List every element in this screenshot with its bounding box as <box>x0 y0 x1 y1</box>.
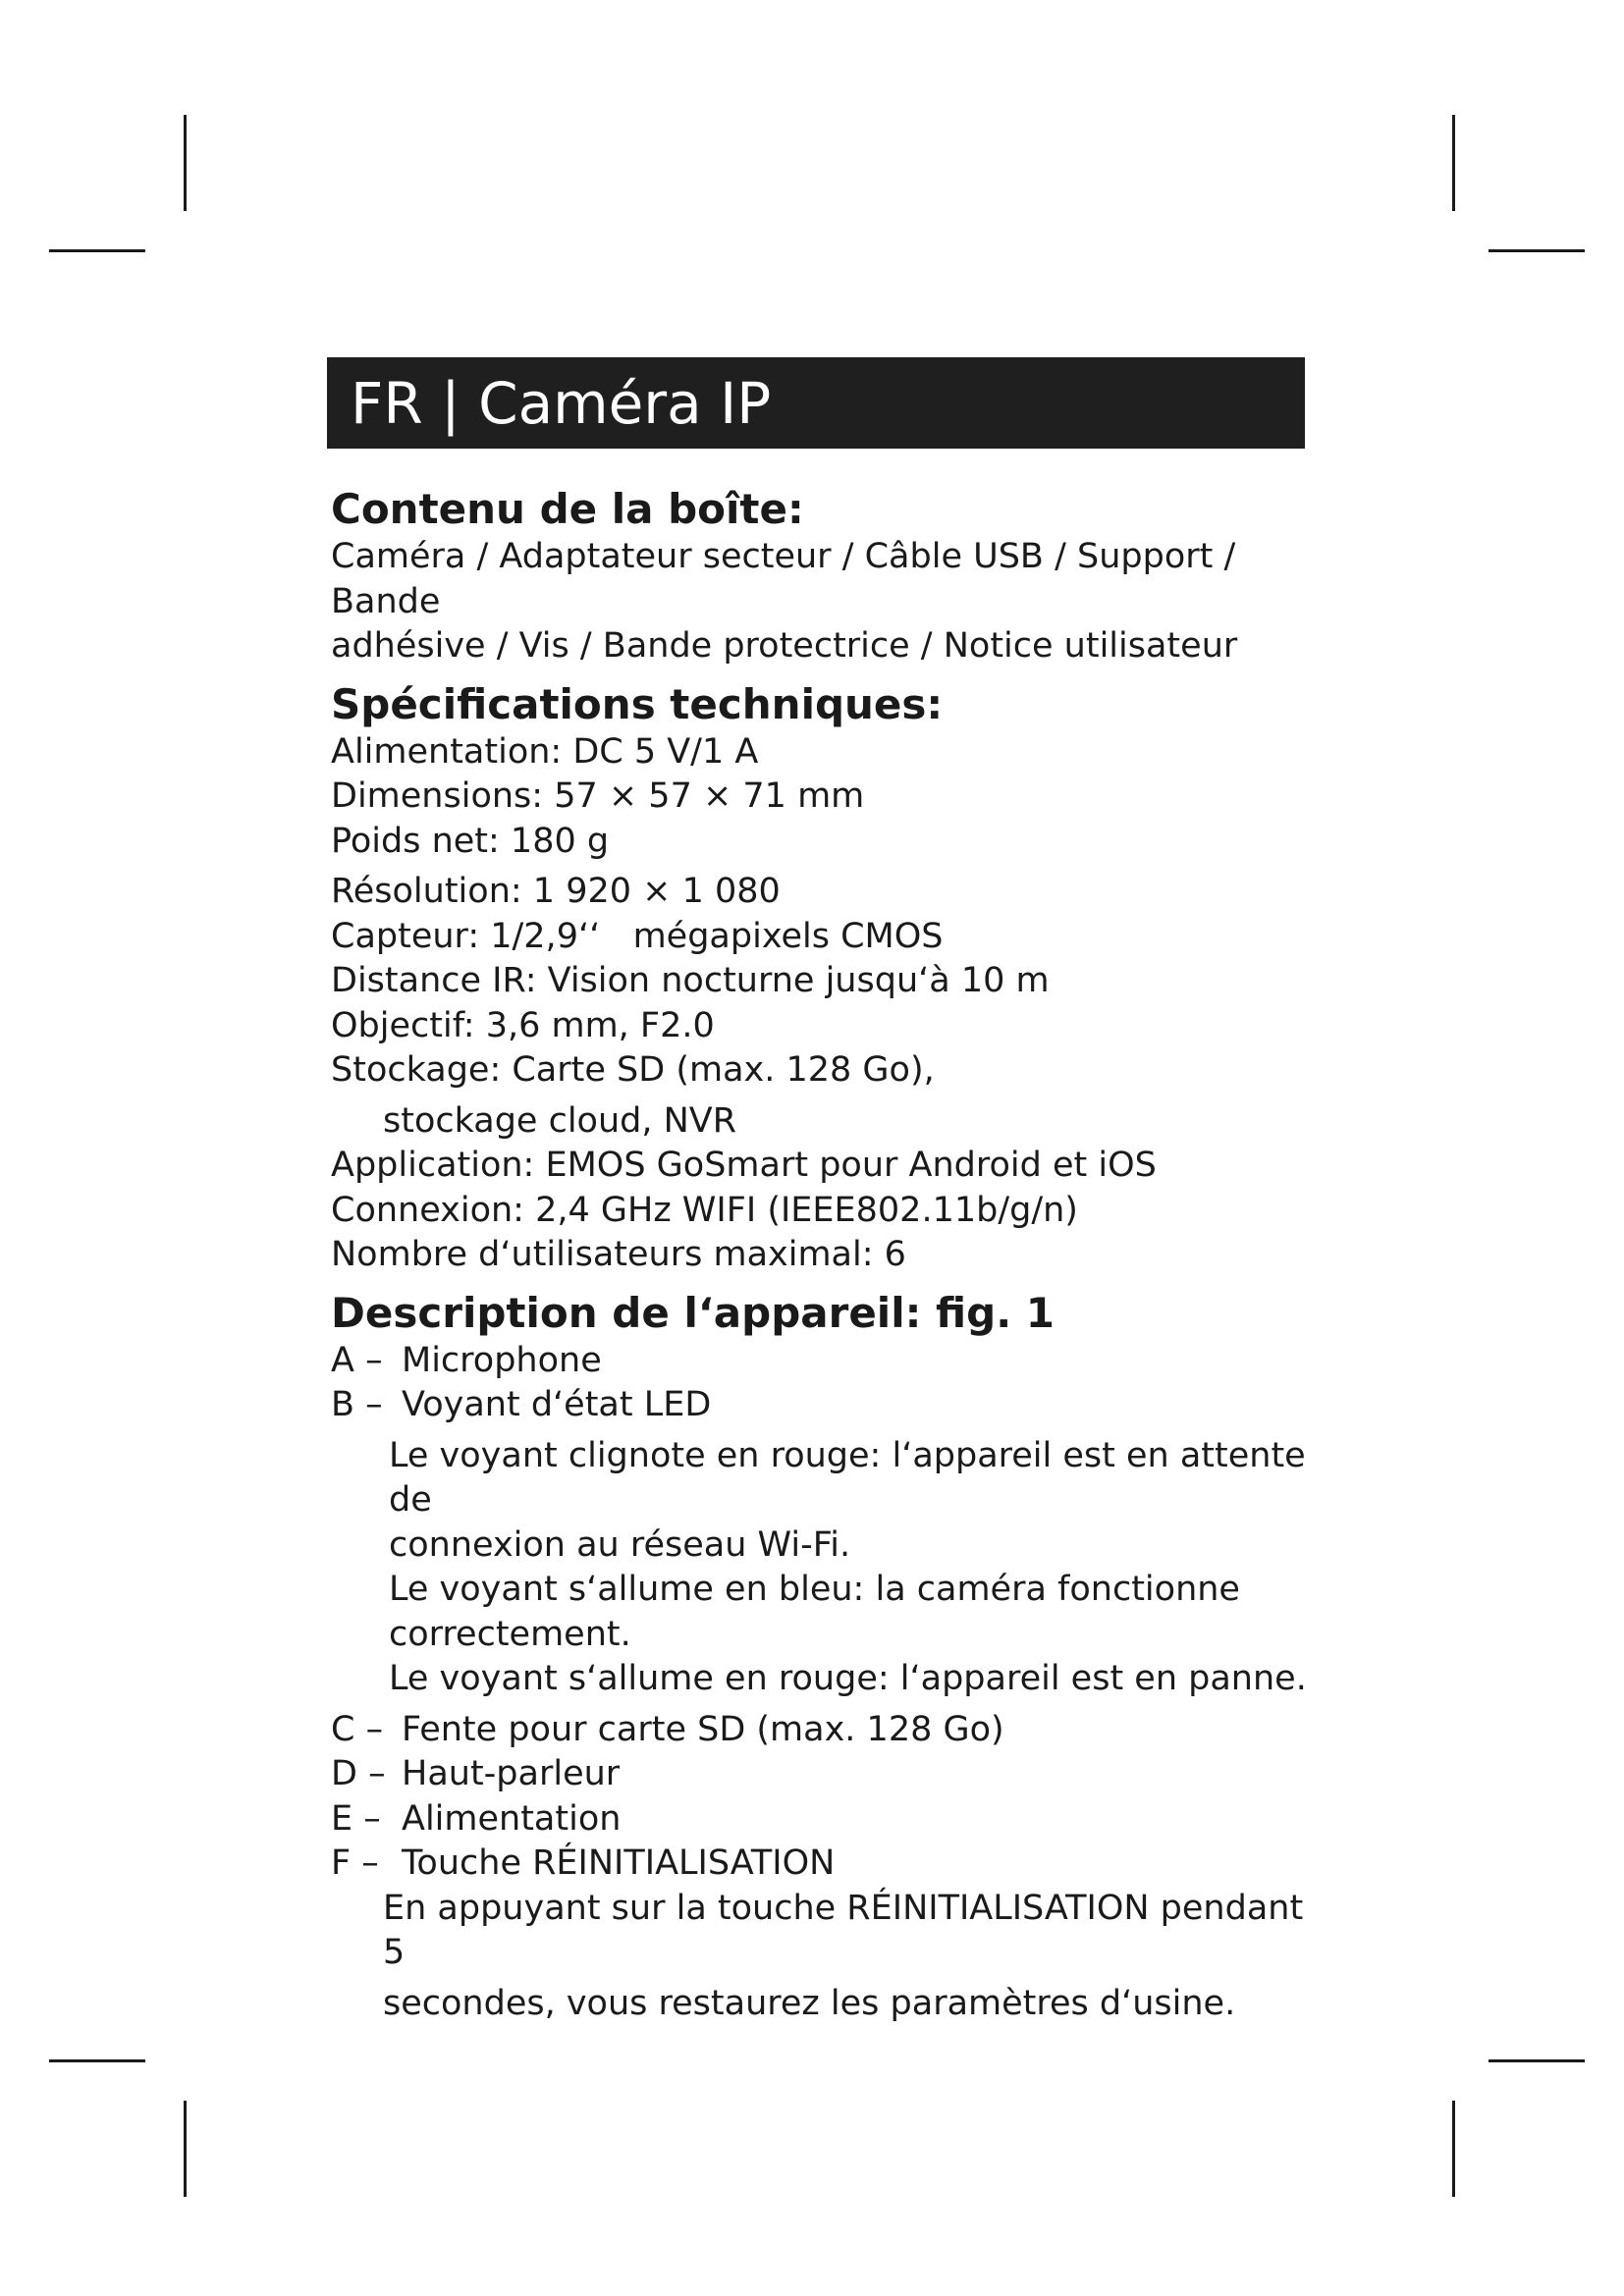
item-letter: F – <box>331 1843 379 1883</box>
crop-mark-top-left-horizontal <box>49 249 145 252</box>
reset-note-line: En appuyant sur la touche RÉINITIALISATION pendant 5 <box>383 1888 1304 1972</box>
item-letter: B – <box>331 1385 383 1424</box>
manual-content <box>331 484 1323 2026</box>
crop-mark-top-left-vertical <box>184 115 187 211</box>
crop-mark-bottom-right-vertical <box>1452 2101 1455 2197</box>
spec-application: Application: EMOS GoSmart pour Android et iOS <box>331 1146 1157 1185</box>
page-title: FR | Caméra IP <box>351 369 772 437</box>
crop-mark-bottom-left-horizontal <box>49 2059 145 2062</box>
box-contents-heading: Contenu de la boîte: <box>331 485 804 533</box>
specs-heading: Spécifications techniques: <box>331 679 944 728</box>
item-label: Touche RÉINITIALISATION <box>402 1843 836 1883</box>
item-label: Fente pour carte SD (max. 128 Go) <box>402 1709 1004 1749</box>
spec-storage-continued: stockage cloud, NVR <box>383 1100 737 1141</box>
led-note-line: Le voyant s‘allume en rouge: l‘appareil est en panne. <box>389 1659 1307 1698</box>
item-letter: D – <box>331 1754 386 1793</box>
led-note-line: Le voyant s‘allume en bleu: la caméra fonctionne <box>389 1570 1240 1609</box>
crop-mark-bottom-left-vertical <box>184 2101 187 2197</box>
list-item <box>331 1383 1323 1428</box>
item-label: Haut-parleur <box>402 1754 621 1793</box>
list-item <box>331 1708 1323 1753</box>
spec-sensor: Capteur: 1/2,9‘‘ mégapixels CMOS <box>331 916 944 956</box>
spec-max-users: Nombre d‘utilisateurs maximal: 6 <box>331 1235 906 1274</box>
item-letter: E – <box>331 1798 381 1839</box>
description-heading: Description de l‘appareil: fig. 1 <box>331 1288 1056 1337</box>
item-label: Alimentation <box>402 1798 622 1839</box>
title-banner <box>327 357 1305 449</box>
list-item <box>331 1752 1323 1797</box>
spec-ir-distance: Distance IR: Vision nocturne jusqu‘à 10 m <box>331 961 1050 1000</box>
specs-section <box>331 679 1323 1278</box>
spec-storage: Stockage: Carte SD (max. 128 Go), <box>331 1050 935 1090</box>
box-contents-line: adhésive / Vis / Bande protectrice / Notice utilisateur <box>331 626 1238 666</box>
spec-power: Alimentation: DC 5 V/1 A <box>331 731 759 772</box>
led-note-line: correctement. <box>389 1614 631 1654</box>
item-letter: C – <box>331 1709 384 1749</box>
list-item <box>331 1842 1323 1887</box>
list-item <box>331 1797 1323 1842</box>
led-note-line: connexion au réseau Wi-Fi. <box>389 1524 851 1565</box>
item-label: Microphone <box>402 1340 602 1380</box>
item-label: Voyant d‘état LED <box>402 1385 712 1424</box>
item-letter: A – <box>331 1340 383 1380</box>
crop-mark-top-right-horizontal <box>1489 249 1585 252</box>
spec-dimensions: Dimensions: 57 × 57 × 71 mm <box>331 776 865 816</box>
spec-lens: Objectif: 3,6 mm, F2.0 <box>331 1005 715 1045</box>
reset-notes <box>331 1887 1323 2027</box>
led-notes <box>331 1434 1323 1702</box>
spec-connection: Connexion: 2,4 GHz WIFI (IEEE802.11b/g/n) <box>331 1190 1078 1230</box>
list-item <box>331 1339 1323 1384</box>
led-note-line: Le voyant clignote en rouge: l‘appareil est en attente de <box>389 1435 1306 1520</box>
crop-mark-top-right-vertical <box>1452 115 1455 211</box>
spec-resolution: Résolution: 1 920 × 1 080 <box>331 872 781 911</box>
box-contents-line: Caméra / Adaptateur secteur / Câble USB / Support / Bande <box>331 537 1236 621</box>
spec-weight: Poids net: 180 g <box>331 821 610 861</box>
crop-mark-bottom-right-horizontal <box>1489 2059 1585 2062</box>
description-section <box>331 1288 1323 2027</box>
reset-note-line: secondes, vous restaurez les paramètres d‘usine. <box>383 1983 1236 2023</box>
box-contents-section <box>331 484 1323 669</box>
